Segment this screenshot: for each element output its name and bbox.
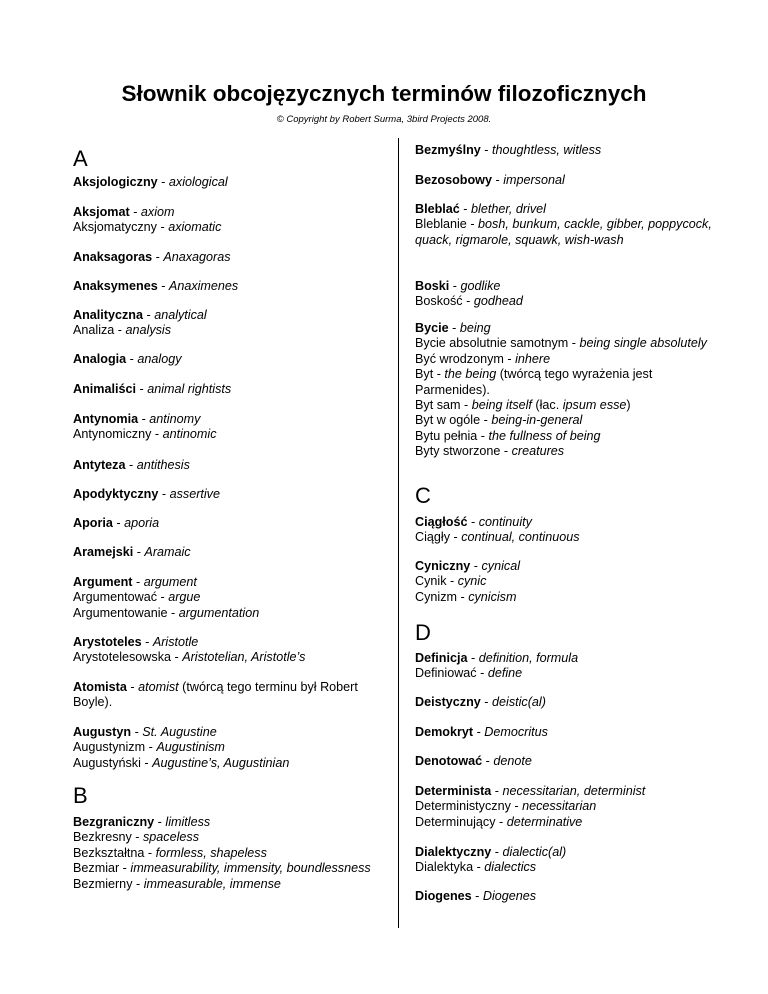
entry-headword-line: Augustyn - St. Augustine [73, 725, 217, 739]
dictionary-entry [415, 695, 715, 710]
translation: immeasurable, immense [143, 876, 281, 891]
term: Aporia [73, 516, 113, 530]
entry-subterm-line: Augustynizm - Augustinism [73, 740, 225, 755]
note: (twórcą tego terminu był Robert Boyle). [73, 680, 358, 710]
translation: continual, continuous [461, 530, 580, 545]
term: Byty stworzone [415, 444, 501, 459]
term: Apodyktyczny [73, 487, 159, 501]
entry-headword-line: Atomista - atomist (twórcą tego terminu był Robert Boyle). [73, 680, 358, 710]
translation: Anaximenes [168, 279, 239, 293]
entry-subterm-line: Boskość - godhead [415, 294, 523, 309]
term: Antynomiczny [73, 427, 152, 442]
entry-subterm-line: Antynomiczny - antinomic [73, 427, 217, 442]
entry-subterm-line: Bycie absolutnie samotnym - being single absolutely [415, 336, 707, 351]
entry-headword-line: Anaksymenes - Anaximenes [73, 279, 239, 293]
entry-subterm-line: Aksjomatyczny - axiomatic [73, 220, 222, 235]
translation: define [487, 666, 523, 681]
dictionary-entry [73, 487, 373, 502]
dictionary-entry [73, 680, 373, 711]
entry-headword-line: Antyteza - antithesis [73, 458, 190, 472]
term: Dialektyka [415, 860, 474, 875]
term: Determinista [415, 784, 492, 798]
dictionary-entry [73, 205, 373, 236]
dictionary-entry [73, 250, 373, 265]
term: Deterministyczny [415, 799, 511, 814]
dictionary-entry [415, 651, 715, 682]
entry-subterm-line: Bezkresny - spaceless [73, 830, 200, 845]
translation: denote [493, 754, 532, 768]
entry-subterm-line: Cynik - cynic [415, 574, 487, 589]
term: Augustyn [73, 725, 132, 739]
translation: the fullness of being [488, 428, 601, 443]
translation: axiomatic [168, 220, 222, 235]
dictionary-entry [73, 516, 373, 531]
entry-headword-line: Antynomia - antinomy [73, 412, 201, 426]
dictionary-entry [415, 784, 715, 830]
term: Byt sam [415, 398, 461, 413]
translation: assertive [169, 487, 220, 501]
dictionary-entry [415, 321, 715, 460]
entry-headword-line: Diogenes - Diogenes [415, 889, 537, 903]
translation: cynicism [468, 589, 517, 604]
copyright-notice: © Copyright by Robert Surma, 3bird Projects 2008. [276, 114, 492, 125]
translation: argument [143, 575, 197, 589]
entry-headword-line: Demokryt - Democritus [415, 725, 548, 739]
term: Bezmiar [73, 861, 120, 876]
translation: deistic(al) [492, 695, 546, 709]
section-letter: D [415, 620, 431, 645]
translation: atomist [138, 680, 179, 694]
translation: being itself [471, 398, 532, 413]
entry-headword-line: Arystoteles - Aristotle [73, 635, 199, 649]
entry-headword-line: Anaksagoras - Anaxagoras [73, 250, 231, 264]
entry-headword-line: Definicja - definition, formula [415, 651, 579, 665]
entry-subterm-line: Być wrodzonym - inhere [415, 351, 551, 366]
column-divider [398, 138, 399, 928]
entry-subterm-line: Augustyński - Augustine’s, Augustinian [73, 755, 290, 770]
translation: axiom [140, 205, 175, 219]
entry-headword-line: Analityczna - analytical [73, 308, 207, 322]
term: Cynik [415, 574, 447, 589]
entry-headword-line: Aksjologiczny - axiological [73, 175, 228, 189]
dictionary-entry [73, 352, 373, 367]
translation: Augustinism [156, 740, 225, 755]
term: Cynizm [415, 589, 457, 604]
entry-headword-line: Determinista - necessitarian, determinist [415, 784, 646, 798]
term: Aksjologiczny [73, 175, 158, 189]
entry-subterm-line: Ciągły - continual, continuous [415, 530, 580, 545]
dictionary-entry [415, 725, 715, 740]
dictionary-entry [73, 279, 373, 294]
term: Bytu pełnia [415, 428, 478, 443]
entry-subterm-line: Argumentowanie - argumentation [73, 605, 260, 620]
translation: thoughtless, witless [492, 143, 602, 157]
translation: necessitarian [522, 799, 597, 814]
term: Denotować [415, 754, 483, 768]
entry-subterm-line: Bytu pełnia - the fullness of being [415, 428, 601, 443]
term: Arystoteles [73, 635, 142, 649]
entry-headword-line: Denotować - denote [415, 754, 532, 768]
entry-subterm-line: Determinujący - determinative [415, 814, 583, 829]
translation: aporia [124, 516, 160, 530]
translation: antinomic [162, 427, 217, 442]
translation: inhere [515, 351, 551, 366]
term: Być wrodzonym [415, 351, 504, 366]
dictionary-entry [415, 173, 715, 188]
note-end: ) [626, 398, 631, 413]
term: Bycie [415, 321, 449, 335]
term: Diogenes [415, 889, 472, 903]
translation: definition, formula [478, 651, 579, 665]
translation: limitless [165, 815, 211, 829]
translation: determinative [506, 814, 583, 829]
dictionary-entry [415, 515, 715, 546]
note: (łac. [531, 398, 563, 413]
term: Atomista [73, 680, 127, 694]
translation: being single absolutely [579, 336, 707, 351]
term: Augustynizm [73, 740, 146, 755]
dictionary-entry [73, 458, 373, 473]
dictionary-entry [73, 635, 373, 666]
term: Argumentować [73, 590, 157, 605]
entry-subterm-line: Bezmiar - immeasurability, immensity, boundlessness [73, 861, 371, 876]
entry-headword-line: Aporia - aporia [73, 516, 160, 530]
translation: analogy [137, 352, 182, 366]
entry-headword-line: Bezgraniczny - limitless [73, 815, 211, 829]
dictionary-entry [73, 815, 373, 892]
translation: bosh, bunkum, cackle, gibber, poppycock, quack, rigmarole, squawk, wish-wash [415, 217, 712, 247]
dictionary-entry [73, 382, 373, 397]
section-letter: C [415, 483, 431, 508]
translation: Aristotle [152, 635, 199, 649]
translation: St. Augustine [142, 725, 217, 739]
dictionary-entry [415, 202, 715, 248]
term: Byt w ogóle [415, 413, 481, 428]
term: Bycie absolutnie samotnym [415, 336, 569, 351]
translation: argumentation [178, 605, 260, 620]
translation: formless, shapeless [155, 845, 267, 860]
translation: Diogenes [482, 889, 537, 903]
dictionary-entry [415, 845, 715, 876]
page-title: Słownik obcojęzycznych terminów filozoficznych [121, 81, 647, 106]
dictionary-entry [415, 754, 715, 769]
term: Ciągłość [415, 515, 468, 529]
translation: Aristotelian, Aristotle’s [182, 650, 306, 665]
entry-headword-line: Ciągłość - continuity [415, 515, 532, 529]
term: Bezmyślny [415, 143, 481, 157]
translation: argue [168, 590, 201, 605]
term: Bezmierny [73, 876, 133, 891]
entry-headword-line: Bycie - being [415, 321, 491, 335]
term: Cyniczny [415, 559, 471, 573]
translation: Democritus [484, 725, 548, 739]
entry-subterm-line: Arystotelesowska - Aristotelian, Aristotle’s [73, 650, 306, 665]
entry-subterm-line: Byt sam - being itself (łac. ipsum esse) [415, 398, 631, 413]
term: Bleblać [415, 202, 460, 216]
entry-subterm-line: Cynizm - cynicism [415, 589, 517, 604]
term: Analogia [73, 352, 127, 366]
entry-subterm-line: Bezmierny - immeasurable, immense [73, 876, 281, 891]
term: Animaliści [73, 382, 136, 396]
translation: Anaxagoras [163, 250, 231, 264]
term: Augustyński [73, 755, 141, 770]
dictionary-entry [415, 143, 715, 158]
translation: being-in-general [491, 413, 583, 428]
translation: analysis [125, 323, 172, 338]
term: Demokryt [415, 725, 474, 739]
entry-headword-line: Deistyczny - deistic(al) [415, 695, 546, 709]
translation: necessitarian, determinist [502, 784, 646, 798]
entry-subterm-line: Byt - the being (twórcą tego wyrażenia jest Parmenides). [415, 367, 653, 397]
term: Argument [73, 575, 133, 589]
dictionary-entry [415, 559, 715, 605]
translation: axiological [168, 175, 228, 189]
entry-headword-line: Bleblać - blether, drivel [415, 202, 546, 216]
term: Aramejski [73, 545, 134, 559]
term: Determinujący [415, 814, 496, 829]
term: Arystotelesowska [73, 650, 171, 665]
entry-headword-line: Animaliści - animal rightists [73, 382, 232, 396]
term: Antyteza [73, 458, 126, 472]
translation: being [459, 321, 491, 335]
entry-subterm-line: Deterministyczny - necessitarian [415, 799, 597, 814]
translation: blether, drivel [471, 202, 546, 216]
entry-subterm-line: Argumentować - argue [73, 590, 201, 605]
term: Boskość [415, 294, 463, 309]
entry-headword-line: Bezosobowy - impersonal [415, 173, 565, 187]
note: (twórcą tego wyrażenia jest Parmenides). [415, 367, 653, 397]
term: Definicja [415, 651, 468, 665]
term: Bezgraniczny [73, 815, 155, 829]
entry-headword-line: Apodyktyczny - assertive [73, 487, 220, 501]
dictionary-entry [415, 279, 715, 310]
translation: godhead [473, 294, 523, 309]
translation: analytical [154, 308, 207, 322]
term: Antynomia [73, 412, 139, 426]
translation: spaceless [143, 830, 200, 845]
translation: impersonal [503, 173, 565, 187]
dictionary-entry [73, 412, 373, 443]
dictionary-entry [73, 175, 373, 190]
term: Bezkresny [73, 830, 132, 845]
term: Anaksagoras [73, 250, 153, 264]
translation: antinomy [149, 412, 201, 426]
term: Ciągły [415, 530, 450, 545]
dictionary-entry [73, 575, 373, 621]
entry-headword-line: Aramejski - Aramaic [73, 545, 191, 559]
term: Byt [415, 367, 434, 382]
section-letter: B [73, 783, 88, 808]
translation: antithesis [136, 458, 190, 472]
term: Analiza [73, 323, 115, 338]
dictionary-entry [73, 308, 373, 339]
term: Deistyczny [415, 695, 481, 709]
entry-headword-line: Bezmyślny - thoughtless, witless [415, 143, 602, 157]
entry-subterm-line: Bleblanie - bosh, bunkum, cackle, gibber, poppycock, quack, rigmarole, squawk, wish-wash [415, 217, 712, 247]
term: Aksjomatyczny [73, 220, 157, 235]
translation: cynic [457, 574, 487, 589]
term: Boski [415, 279, 450, 293]
translation: cynical [481, 559, 520, 573]
entry-subterm-line: Dialektyka - dialectics [415, 860, 537, 875]
translation: immeasurability, immensity, boundlessness [130, 861, 371, 876]
term: Bezkształtna [73, 845, 145, 860]
translation: animal rightists [147, 382, 232, 396]
translation: godlike [460, 279, 501, 293]
term: Bleblanie [415, 217, 467, 232]
entry-subterm-line: Byt w ogóle - being-in-general [415, 413, 583, 428]
translation: creatures [511, 444, 565, 459]
translation: dialectics [484, 860, 537, 875]
translation: the being [444, 367, 497, 382]
dictionary-entry [73, 545, 373, 560]
term: Analityczna [73, 308, 143, 322]
entry-subterm-line: Definiować - define [415, 666, 523, 681]
note-italic: ipsum esse [562, 398, 627, 413]
entry-headword-line: Aksjomat - axiom [73, 205, 175, 219]
entry-subterm-line: Analiza - analysis [73, 323, 172, 338]
translation: Augustine’s, Augustinian [152, 755, 290, 770]
entry-subterm-line: Byty stworzone - creatures [415, 444, 565, 459]
term: Dialektyczny [415, 845, 492, 859]
entry-headword-line: Dialektyczny - dialectic(al) [415, 845, 567, 859]
entry-headword-line: Argument - argument [73, 575, 197, 589]
entry-subterm-line: Bezkształtna - formless, shapeless [73, 845, 267, 860]
term: Anaksymenes [73, 279, 158, 293]
dictionary-entry [73, 725, 373, 771]
translation: dialectic(al) [502, 845, 567, 859]
term: Definiować [415, 666, 477, 681]
section-letter: A [73, 146, 88, 171]
translation: Aramaic [144, 545, 191, 559]
entry-headword-line: Boski - godlike [415, 279, 501, 293]
dictionary-entry [415, 889, 715, 904]
term: Bezosobowy [415, 173, 492, 187]
entry-headword-line: Analogia - analogy [73, 352, 182, 366]
entry-headword-line: Cyniczny - cynical [415, 559, 520, 573]
term: Argumentowanie [73, 605, 168, 620]
term: Aksjomat [73, 205, 130, 219]
translation: continuity [478, 515, 532, 529]
